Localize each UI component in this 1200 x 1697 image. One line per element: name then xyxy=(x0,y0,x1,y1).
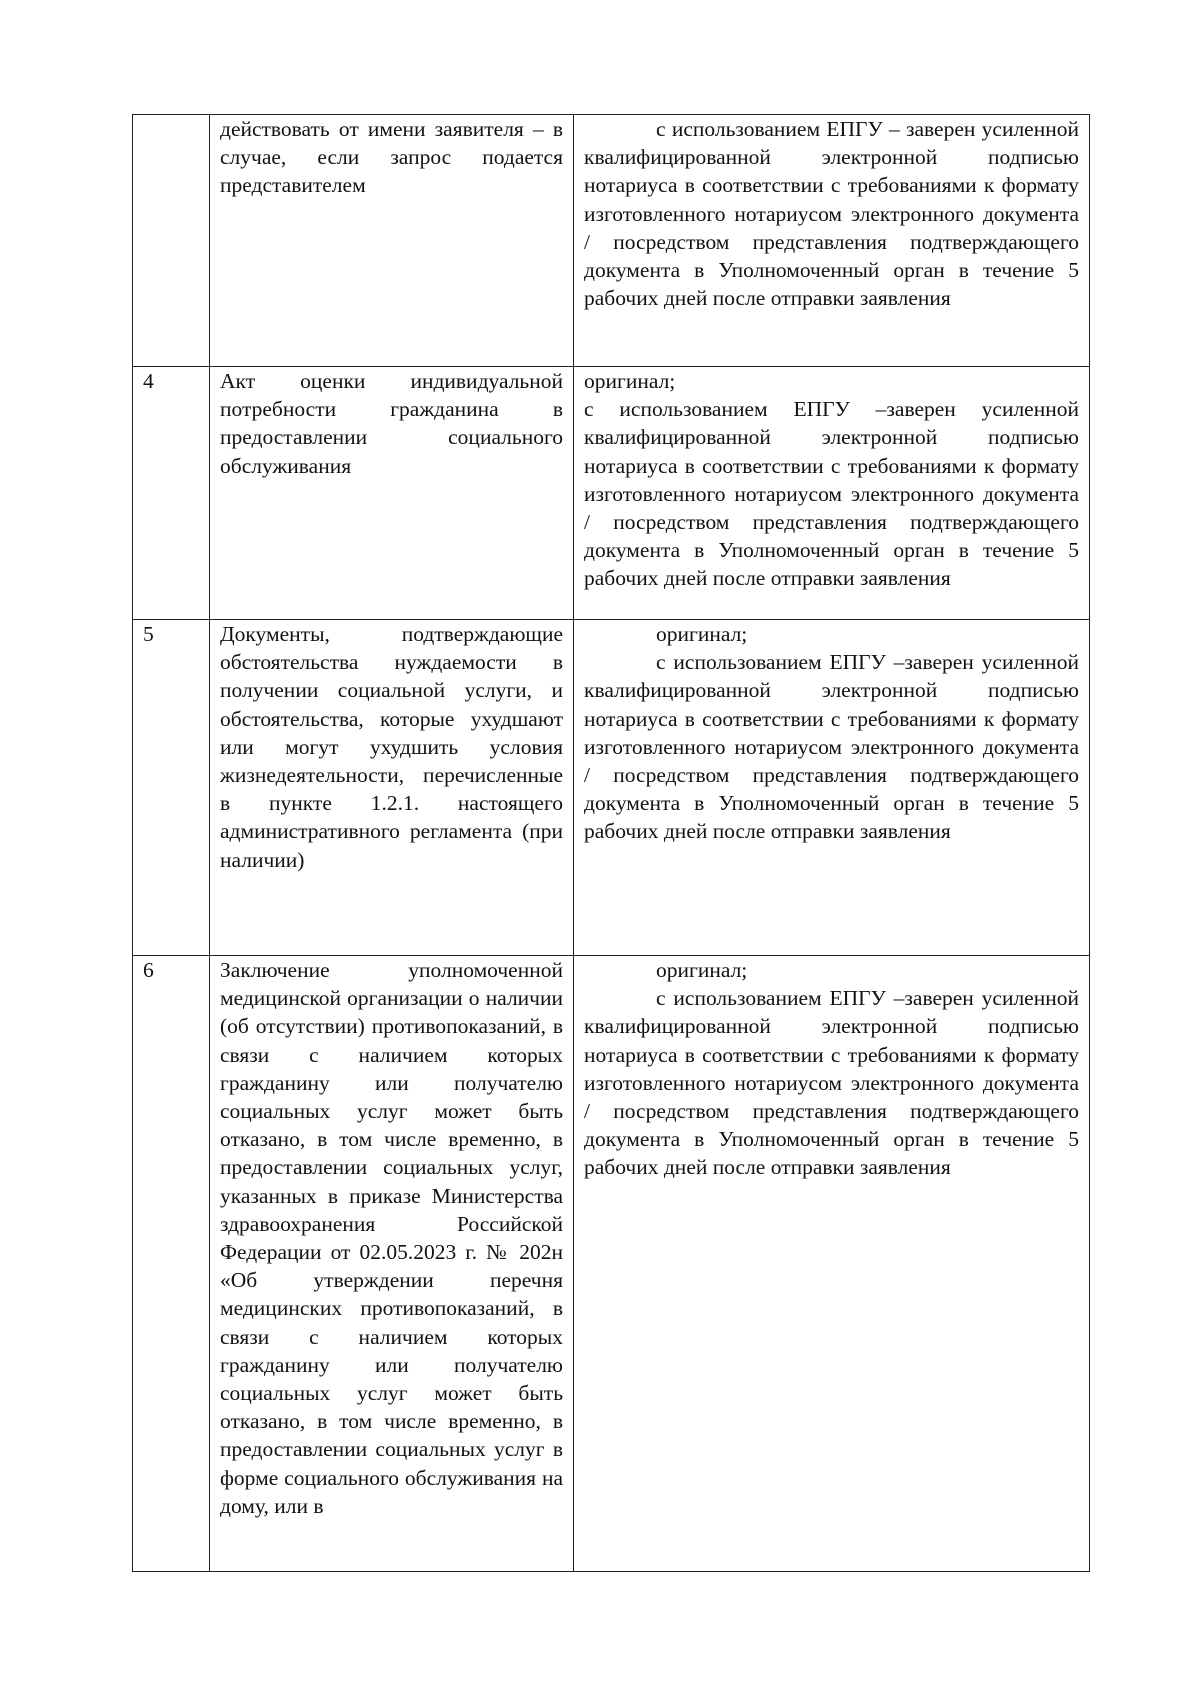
document-name xyxy=(210,956,574,1572)
document-name xyxy=(210,620,574,956)
submission-method xyxy=(574,620,1090,956)
row-number: 5 xyxy=(133,620,210,956)
method-paragraph: с использованием ЕПГУ –заверен усиленной квалифицированной электронной подписью нотариуса в соответствии с требованиями к формату изготовленного нотариусом электронного документа / посредством представления подтверждающего документа в Уполномоченный орган в течение 5 рабочих дней после отправки заявления xyxy=(584,650,1079,844)
document-name xyxy=(210,367,574,620)
document-name-text: действовать от имени заявителя – в случае, если запрос подается представителем xyxy=(220,117,563,198)
row-number: 6 xyxy=(133,956,210,1572)
method-paragraph: с использованием ЕПГУ –заверен усиленной квалифицированной электронной подписью нотариуса в соответствии с требованиями к формату изготовленного нотариусом электронного документа / посредством представления подтверждающего документа в Уполномоченный орган в течение 5 рабочих дней после отправки заявления xyxy=(584,397,1079,591)
document-name-text: Акт оценки индивидуальной потребности гражданина в предоставлении социального обслуживания xyxy=(220,369,563,478)
document-name-text: Документы, подтверждающие обстоятельства нуждаемости в получении социальной услуги, и обстоятельства, которые ухудшают или могут ухудшить условия жизнедеятельности, перечисленные в пункте 1.2.1. настоящего административного регламента (при наличии) xyxy=(220,622,563,872)
table-row xyxy=(133,367,1090,620)
submission-method xyxy=(574,115,1090,367)
submission-method xyxy=(574,367,1090,620)
submission-method xyxy=(574,956,1090,1572)
table-row xyxy=(133,956,1090,1572)
method-paragraph: с использованием ЕПГУ – заверен усиленной квалифицированной электронной подписью нотариуса в соответствии с требованиями к формату изготовленного нотариусом электронного документа / посредством представления подтверждающего документа в Уполномоченный орган в течение 5 рабочих дней после отправки заявления xyxy=(584,117,1079,311)
documents-table xyxy=(132,114,1090,1572)
table-row xyxy=(133,115,1090,367)
method-paragraph: оригинал; xyxy=(656,958,748,982)
document-name xyxy=(210,115,574,367)
method-paragraph: оригинал; xyxy=(584,369,676,393)
table-row xyxy=(133,620,1090,956)
document-name-text: Заключение уполномоченной медицинской организации о наличии (об отсутствии) противопоказаний, в связи с наличием которых гражданину или получателю социальных услуг может быть отказано, в том числе временно, в предоставлении социальных услуг, указанных в приказе Министерства здравоохранения Российской Федерации от 02.05.2023 г. № 202н «Об утверждении перечня медицинских противопоказаний, в связи с наличием которых гражданину или получателю социальных услуг может быть отказано, в том числе временно, в предоставлении социальных услуг в форме социального обслуживания на дому, или в xyxy=(220,958,563,1518)
row-number: 4 xyxy=(133,367,210,620)
method-paragraph: с использованием ЕПГУ –заверен усиленной квалифицированной электронной подписью нотариуса в соответствии с требованиями к формату изготовленного нотариусом электронного документа / посредством представления подтверждающего документа в Уполномоченный орган в течение 5 рабочих дней после отправки заявления xyxy=(584,986,1079,1180)
method-paragraph: оригинал; xyxy=(656,622,748,646)
row-number xyxy=(133,115,210,367)
